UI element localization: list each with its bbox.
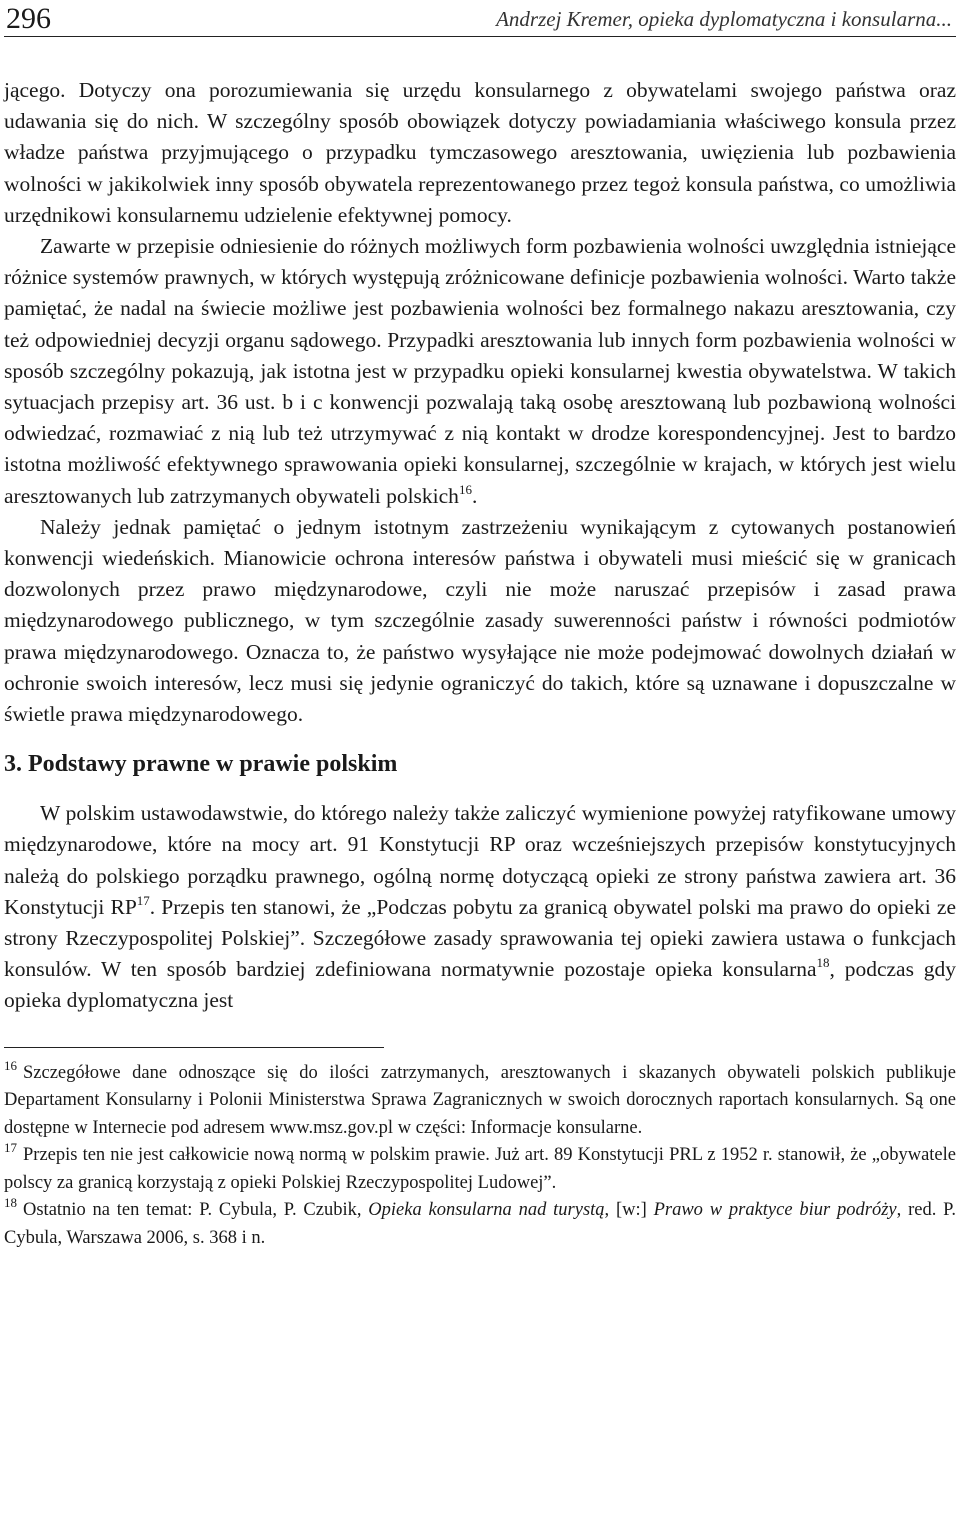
- body-text: [4, 75, 956, 1017]
- footnote-ref-17: 17: [136, 892, 150, 908]
- footnote-17: [4, 1142, 956, 1197]
- footnote-text: Przepis ten nie jest całkowicie nową normą w polskim prawie. Już art. 89 Konstytucji PRL z 1952 r. stanowił, że „obywatele polscy za granicą korzystają z opieki Polskiej Rzeczypospolitej Ludowej”.: [4, 1145, 956, 1193]
- paragraph-3: Należy jednak pamiętać o jednym istotnym zastrzeżeniu wynikającym z cytowanych postanowień konwencji wiedeńskich. Mianowicie ochrona interesów państwa i obywateli musi mieścić się w granicach dozwolonych przez prawo międzynarodowe, czyli nie może naruszać przepisów i zasad prawa międzynarodowego publicznego, w tym szczególnie zasady suwerenności państw i równości podmiotów prawa międzynarodowego. Oznacza to, że państwo wysyłające nie może podejmować dowolnych działań w ochronie swoich interesów, lecz musi się jedynie ograniczyć do takich, które są uznawane i dopuszczalne w świetle prawa międzynarodowego.: [4, 514, 956, 727]
- page-header: [4, 2, 956, 37]
- footnote-number: 18: [4, 1195, 17, 1211]
- footnote-book-title: Prawo w praktyce biur podróży: [653, 1200, 897, 1221]
- footnotes: [4, 1057, 956, 1253]
- paragraph-4-text-a: W polskim ustawodawstwie, do którego należy także zaliczyć wymienione powyżej ratyfikowane umowy międzynarodowe, które na mocy art. 91 Konstytucji RP oraz wcześniejszych przepisów konstytucyjnych należą do polskiego porządku prawnego, ogólną normę dotyczącą opieki ze strony państwa zawiera art. 36 Konstytucji RP: [4, 801, 956, 919]
- footnote-article-title: Opieka konsularna nad turystą: [368, 1200, 605, 1221]
- section-heading: 3. Podstawy prawne w prawie polskim: [4, 751, 398, 778]
- document-page: [0, 2, 960, 1536]
- footnote-number: 16: [4, 1057, 17, 1073]
- paragraph-1: jącego. Dotyczy ona porozumiewania się urzędu konsularnego z obywatelami swojego państwa oraz udawania się do nich. W szczególny sposób obowiązek dotyczy powiadamiania właściwego konsula przez władze państwa przyjmującego o przypadku tymczasowego aresztowania, uwięzienia lub pozbawienia wolności w jakikolwiek inny sposób obywatela reprezentowanego przez tegoż konsula państwa, co umożliwia urzędnikowi konsularnemu udzielenie efektywnej pomocy.: [4, 78, 956, 227]
- paragraph-4-text-b: . Przepis ten stanowi, że „Podczas pobytu za granicą obywatel polski ma prawo do opieki ze strony Rzeczypospolitej Polskiej”. Szczegółowe zasady sprawowania tej opieki zawiera ustawa o funkcjach konsulów. W ten sposób bardziej zdefiniowana normatywnie pozostaje opieka konsularna: [4, 894, 956, 982]
- footnote-ref-18: 18: [816, 955, 830, 971]
- footnote-text-c: , red. P. Cybula, Warszawa 2006, s. 368 i n.: [4, 1200, 956, 1248]
- paragraph-2-end: .: [471, 483, 478, 508]
- footnote-divider: [4, 1047, 384, 1048]
- footnote-text: Szczegółowe dane odnoszące się do ilości zatrzymanych, aresztowanych i skazanych obywateli polskich publikuje Departament Konsularny i Polonii Ministerstwa Sprawa Zagranicznych w swoich dorocznych raportach konsularnych. Są one dostępne w Internecie pod adresem www.msz.gov.pl w części: Informacje konsularne.: [4, 1062, 956, 1138]
- running-head: Andrzej Kremer, opieka dyplomatyczna i konsularna...: [496, 7, 952, 31]
- paragraph-4: [4, 798, 956, 1016]
- footnote-18: [4, 1197, 956, 1252]
- paragraph-2-text: Zawarte w przepisie odniesienie do różnych możliwych form pozbawienia wolności uwzględnia istniejące różnice systemów prawnych, w których występują zróżnicowane definicje pozbawienia wolności. Warto także pamiętać, że nadal na świecie możliwe jest pozbawienia wolności bez formalnego nakazu aresztowania, czy też odpowiedniej decyzji organu sądowego. Przypadki aresztowania lub innych form pozbawienia wolności w sposób szczególny pokazują, jak istotna jest w przypadku opieki konsularnej kwestia obywatelstwa. W takich sytuacjach przepisy art. 36 ust. b i c konwencji pozwalają taką osobę aresztowaną lub pozbawioną wolności odwiedzać, rozmawiać z nią lub też utrzymywać z nią kontakt w drodze korespondencyjnej. Jest to bardzo istotna możliwość efektywnego sprawowania opieki konsularnej, szczególnie w krajach, w których jest wielu aresztowanych lub zatrzymanych obywateli polskich: [4, 234, 956, 508]
- footnote-text-a: Ostatnio na ten temat: P. Cybula, P. Czubik,: [23, 1200, 369, 1221]
- footnote-number: 17: [4, 1140, 17, 1156]
- footnote-ref-16: 16: [458, 481, 472, 497]
- paragraph-2: [4, 231, 956, 512]
- page-number: 296: [6, 2, 51, 35]
- paragraph-4-text-c: , podczas gdy opieka dyplomatyczna jest: [4, 957, 956, 1013]
- footnote-text-b: , [w:]: [604, 1200, 654, 1221]
- footnote-16: [4, 1057, 956, 1143]
